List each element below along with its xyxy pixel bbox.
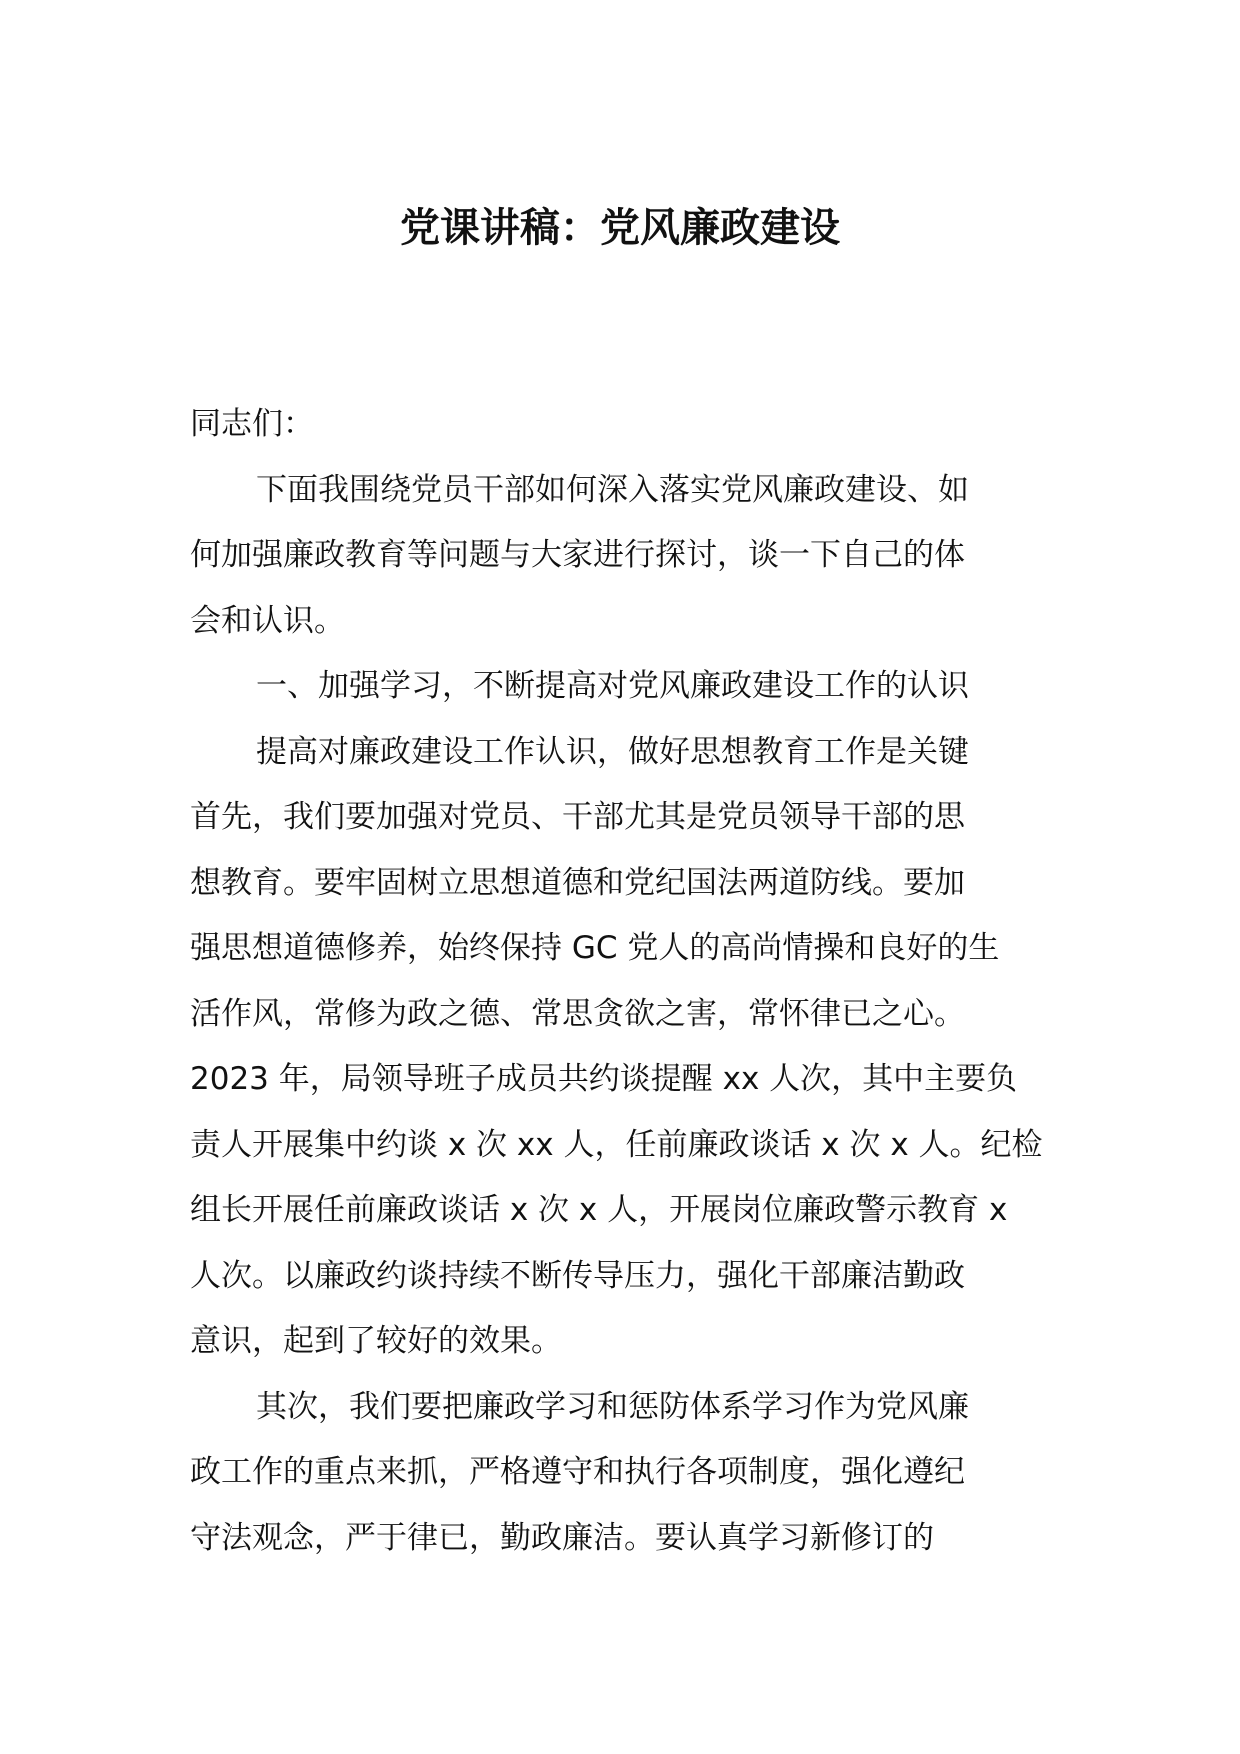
paragraph-line: 强思想道德修养，始终保持 GC 党人的高尚情操和良好的生 [190, 930, 1000, 966]
paragraph-line: 会和认识。 [190, 602, 345, 639]
paragraph-line: 首先，我们要加强对党员、干部尤其是党员领导干部的思 [190, 799, 965, 835]
paragraph-line: 提高对廉政建设工作认识，做好思想教育工作是关键 [256, 733, 969, 770]
paragraph-line: 守法观念，严于律已，勤政廉洁。要认真学习新修订的 [190, 1519, 934, 1556]
document-title: 党课讲稿：党风廉政建设 [400, 205, 840, 251]
paragraph-line: 2023 年，局领导班子成员共约谈提醒 xx 人次，其中主要负 [190, 1061, 1018, 1097]
paragraph-line: 政工作的重点来抓，严格遵守和执行各项制度，强化遵纪 [190, 1454, 965, 1490]
paragraph-line: 人次。以廉政约谈持续不断传导压力，强化干部廉洁勤政 [190, 1257, 965, 1294]
paragraph-line: 活作风，常修为政之德、常思贪欲之害，常怀律已之心。 [190, 995, 965, 1032]
document-body [190, 392, 1058, 1571]
salutation-line: 同志们： [190, 406, 314, 442]
paragraph-line: 责人开展集中约谈 x 次 xx 人，任前廉政谈话 x 次 x 人。纪检 [190, 1126, 1043, 1163]
paragraph-line: 何加强廉政教育等问题与大家进行探讨，谈一下自己的体 [190, 537, 965, 573]
paragraph-line: 下面我围绕党员干部如何深入落实党风廉政建设、如 [256, 471, 969, 508]
paragraph-line: 组长开展任前廉政谈话 x 次 x 人，开展岗位廉政警示教育 x [190, 1192, 1008, 1228]
paragraph-line: 意识，起到了较好的效果。 [190, 1323, 562, 1359]
paragraph-line: 其次，我们要把廉政学习和惩防体系学习作为党风廉 [256, 1388, 969, 1425]
paragraph-line: 想教育。要牢固树立思想道德和党纪国法两道防线。要加 [190, 864, 965, 901]
section-heading: 一、加强学习，不断提高对党风廉政建设工作的认识 [256, 668, 969, 704]
